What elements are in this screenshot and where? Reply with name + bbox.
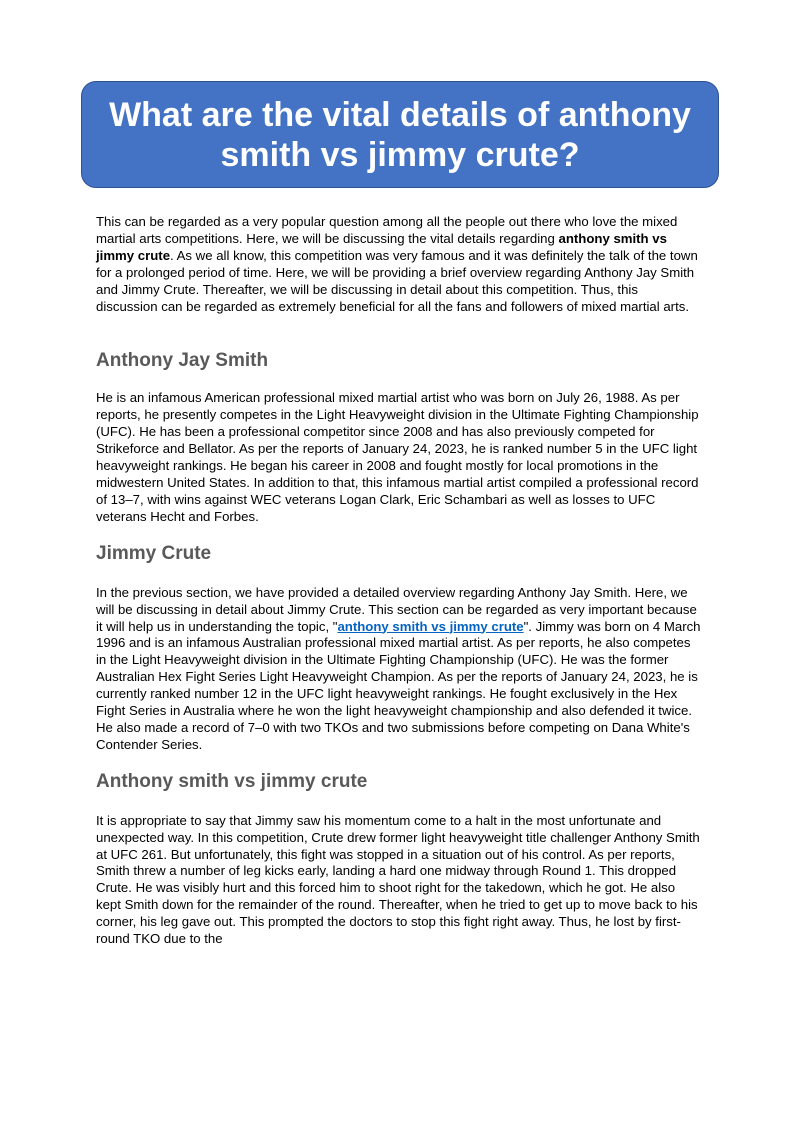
- title-box: [81, 81, 719, 188]
- intro-keyword: anthony smith vs jimmy crute: [96, 230, 667, 263]
- article-body: [96, 214, 702, 948]
- jimmy-text-start: In the previous section, we have provided a detailed overview regarding Anthony Jay Smith. Here, we will be discussing in detail about Jimmy Crute. This section can be regarded as very important because it will help us in understanding the topic, ": [96, 584, 697, 634]
- jimmy-text-end: ". Jimmy was born on 4 March 1996 and is an infamous Australian professional mixed martial artist. As per reports, he also competes in the Light Heavyweight division in the Ultimate Fighting Championship (UFC). He was the former Australian Hex Fight Series Light Heavyweight Champion. As per the reports of January 24, 2023, he is currently ranked number 12 in the UFC light heavyweight rankings. He fought exclusively in the Hex Fight Series in Australia where he won the light heavyweight championship and also defended it twice. He also made a record of 7–0 with two TKOs and two submissions before competing on Dana White's Contender Series.: [96, 618, 701, 752]
- paragraph-anthony-jay-smith: He is an infamous American professional mixed martial artist who was born on July 26, 1988. As per reports, he presently competes in the Light Heavyweight division in the Ultimate Fighting Championship (UFC). He has been a professional competitor since 2008 and has also previously competed for Strikeforce and Bellator. As per the reports of January 24, 2023, he is ranked number 5 in the UFC light heavyweight rankings. He began his career in 2008 and fought mostly for local promotions in the midwestern United States. In addition to that, this infamous martial artist compiled a professional record of 13–7, with wins against WEC veterans Logan Clark, Eric Schambari as well as losses to UFC veterans Hecht and Forbes.: [96, 390, 699, 524]
- intro-text-start: This can be regarded as a very popular question among all the people out there who love the mixed martial arts competitions. Here, we will be discussing the vital details regarding: [96, 214, 678, 246]
- heading-jimmy-crute: Jimmy Crute: [96, 542, 212, 564]
- heading-anthony-jay-smith: Anthony Jay Smith: [96, 350, 269, 372]
- intro-paragraph: [96, 214, 702, 315]
- topic-link[interactable]: anthony smith vs jimmy crute: [337, 618, 524, 634]
- heading-smith-vs-crute: Anthony smith vs jimmy crute: [96, 770, 368, 792]
- paragraph-jimmy-crute: [96, 585, 702, 754]
- intro-text-end: . As we all know, this competition was very famous and it was definitely the talk of the town for a prolonged period of time. Here, we will be providing a brief overview regarding Anthony Jay Smith and Jimmy Crute. Thereafter, we will be discussing in detail about this competition. Thus, this discussion can be regarded as extremely beneficial for all the fans and followers of mixed martial arts.: [96, 247, 698, 314]
- paragraph-smith-vs-crute: It is appropriate to say that Jimmy saw his momentum come to a halt in the most unfortunate and unexpected way. In this competition, Crute drew former light heavyweight title challenger Anthony Smith at UFC 261. But unfortunately, this fight was stopped in a situation out of his control. As per reports, Smith threw a number of leg kicks early, landing a hard one midway through Round 1. This dropped Crute. He was visibly hurt and this forced him to shoot right for the takedown, which he got. He also kept Smith down for the remainder of the round. Thereafter, when he tried to get up to move back to his corner, his leg gave out. This prompted the doctors to stop this fight right away. Thus, he lost by first-round TKO due to the: [96, 812, 700, 947]
- page-title: What are the vital details of anthony smith vs jimmy crute?: [109, 95, 691, 174]
